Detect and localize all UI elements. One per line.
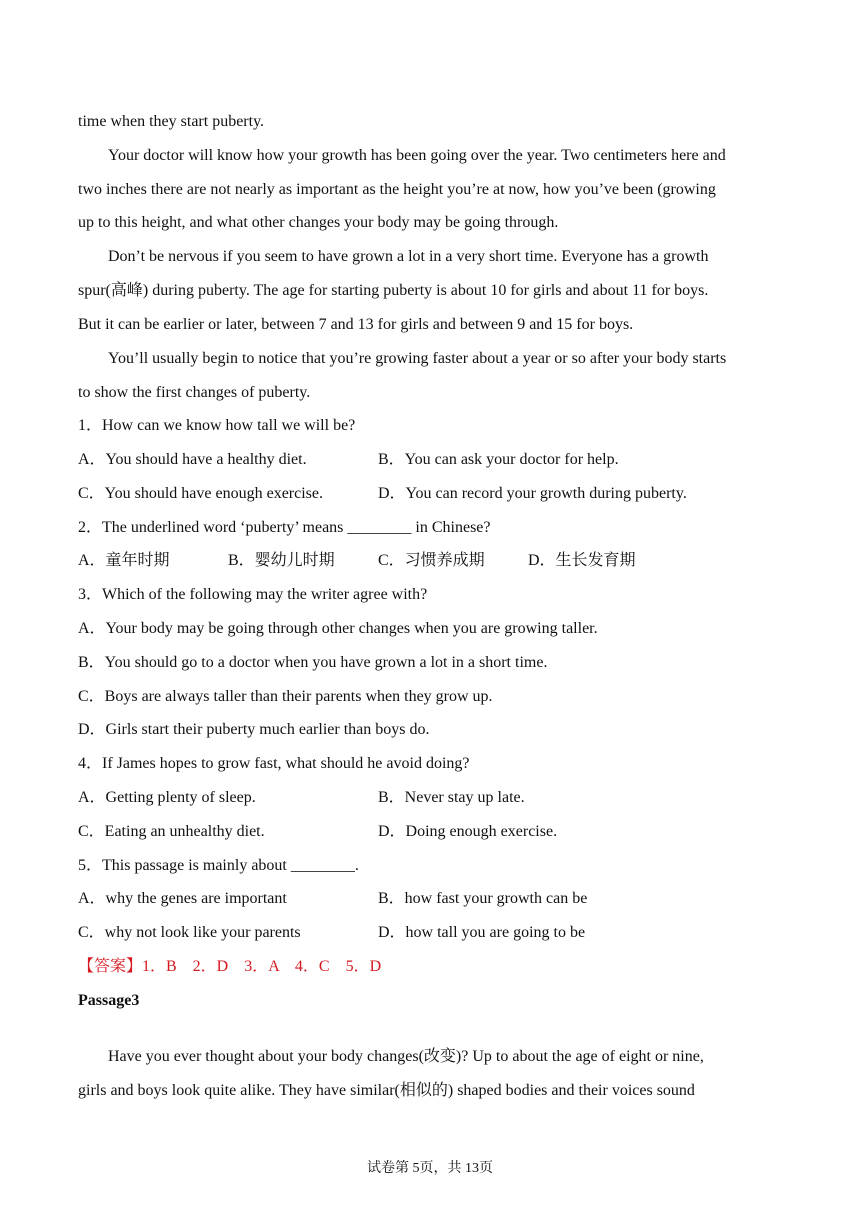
option-a: A．童年时期 xyxy=(78,552,170,569)
option-c: C．习惯养成期 xyxy=(378,552,485,569)
passage-line: two inches there are not nearly as important as the height you’re at now, how you’ve been (growing xyxy=(78,181,716,198)
option-d: D．Doing enough exercise. xyxy=(378,823,558,840)
answer-key: 【答案】1．B 2．D 3．A 4．C 5．D xyxy=(78,958,382,975)
passage-line: Have you ever thought about your body changes(改变)? Up to about the age of eight or nine, xyxy=(108,1048,704,1065)
page-footer: 试卷第 5页，共 13页 xyxy=(367,1161,493,1176)
question-stem: 3．Which of the following may the writer agree with? xyxy=(78,586,428,603)
option-a: A．why the genes are important xyxy=(78,890,287,907)
passage-line: up to this height, and what other changes your body may be going through. xyxy=(78,214,559,231)
question-stem: 1．How can we know how tall we will be? xyxy=(78,417,356,434)
passage-title: Passage3 xyxy=(78,992,140,1009)
option-d: D．how tall you are going to be xyxy=(378,924,586,941)
option-c: C．Eating an unhealthy diet. xyxy=(78,823,265,840)
passage-line: Don’t be nervous if you seem to have grown a lot in a very short time. Everyone has a growth xyxy=(108,248,709,265)
passage-line: You’ll usually begin to notice that you’re growing faster about a year or so after your body starts xyxy=(108,350,727,367)
passage-line: spur(高峰) during puberty. The age for starting puberty is about 10 for girls and about 11 for boys. xyxy=(78,282,709,299)
option-a: A．Getting plenty of sleep. xyxy=(78,789,256,806)
question-stem: 4．If James hopes to grow fast, what should he avoid doing? xyxy=(78,755,470,772)
option-d: D．You can record your growth during puberty. xyxy=(378,485,687,502)
passage-line: to show the first changes of puberty. xyxy=(78,384,311,401)
option-a: A．Your body may be going through other changes when you are growing taller. xyxy=(78,620,598,637)
option-d: D．生长发育期 xyxy=(528,552,636,569)
passage-line: Your doctor will know how your growth has been going over the year. Two centimeters here and xyxy=(108,147,726,164)
passage-line: girls and boys look quite alike. They have similar(相似的) shaped bodies and their voices sound xyxy=(78,1082,695,1099)
passage-line: time when they start puberty. xyxy=(78,113,265,130)
passage-line: But it can be earlier or later, between 7 and 13 for girls and between 9 and 15 for boys. xyxy=(78,316,634,333)
option-d: D．Girls start their puberty much earlier than boys do. xyxy=(78,721,430,738)
option-b: B．You should go to a doctor when you have grown a lot in a short time. xyxy=(78,654,548,671)
option-c: C．Boys are always taller than their parents when they grow up. xyxy=(78,688,493,705)
option-b: B．婴幼儿时期 xyxy=(228,552,335,569)
option-b: B．how fast your growth can be xyxy=(378,890,588,907)
option-c: C．You should have enough exercise. xyxy=(78,485,324,502)
question-stem: 5．This passage is mainly about ________. xyxy=(78,857,359,874)
option-b: B．You can ask your doctor for help. xyxy=(378,451,619,468)
option-a: A．You should have a healthy diet. xyxy=(78,451,307,468)
question-stem: 2．The underlined word ‘puberty’ means ________ in Chinese? xyxy=(78,519,491,536)
option-b: B．Never stay up late. xyxy=(378,789,525,806)
option-c: C．why not look like your parents xyxy=(78,924,301,941)
